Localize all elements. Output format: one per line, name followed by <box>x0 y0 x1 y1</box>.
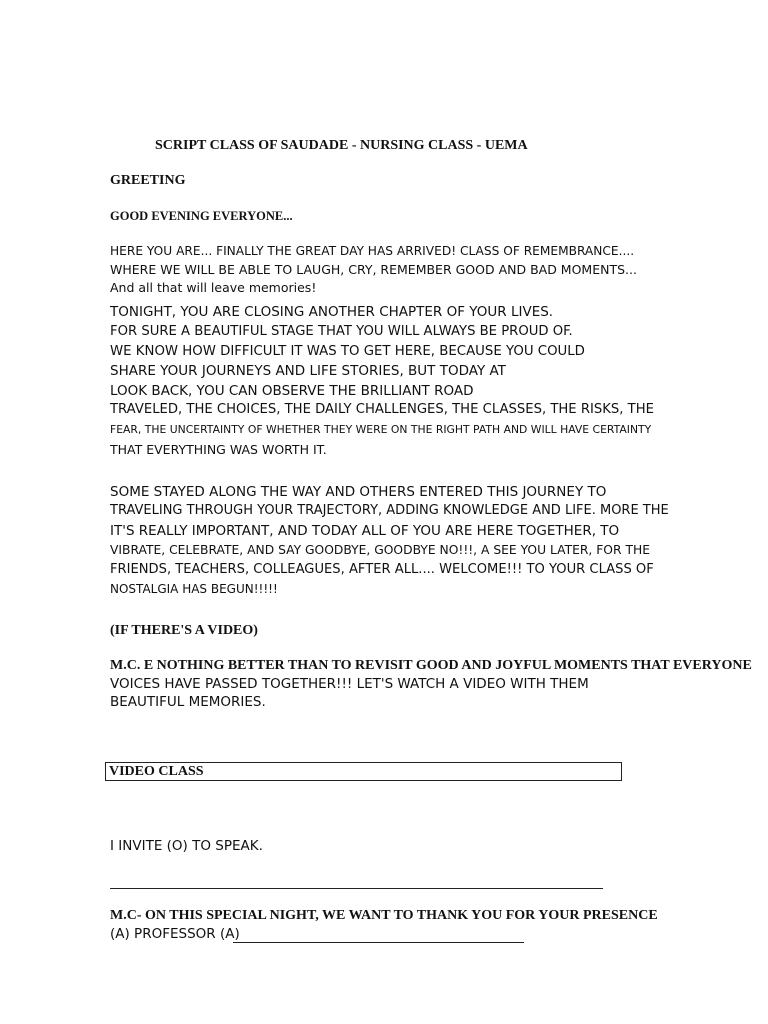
paragraph-2-line: FEAR, THE UNCERTAINTY OF WHETHER THEY WERE ON THE RIGHT PATH AND WILL HAVE CERTAINTY <box>110 423 652 436</box>
video-class-label: VIDEO CLASS <box>109 764 204 779</box>
professor-blank-line <box>233 942 524 943</box>
paragraph-3-line: TRAVELING THROUGH YOUR TRAJECTORY, ADDING KNOWLEDGE AND LIFE. MORE THE <box>110 503 669 518</box>
paragraph-3-line: VIBRATE, CELEBRATE, AND SAY GOODBYE, GOODBYE NO!!!, A SEE YOU LATER, FOR THE <box>110 543 650 557</box>
good-evening-line: GOOD EVENING EVERYONE... <box>110 209 293 223</box>
paragraph-2-line: SHARE YOUR JOURNEYS AND LIFE STORIES, BUT TODAY AT <box>110 363 506 379</box>
greeting-heading: GREETING <box>110 173 186 188</box>
paragraph-2-line: TRAVELED, THE CHOICES, THE DAILY CHALLENGES, THE CLASSES, THE RISKS, THE <box>110 402 654 417</box>
paragraph-2-line: WE KNOW HOW DIFFICULT IT WAS TO GET HERE, BECAUSE YOU COULD <box>110 344 585 359</box>
paragraph-2-line: TONIGHT, YOU ARE CLOSING ANOTHER CHAPTER OF YOUR LIVES. <box>110 304 554 320</box>
paragraph-1-line: HERE YOU ARE... FINALLY THE GREAT DAY HAS ARRIVED! CLASS OF REMEMBRANCE.... <box>110 244 635 258</box>
mc-video-line: VOICES HAVE PASSED TOGETHER!!! LET'S WATCH A VIDEO WITH THEM <box>110 676 589 692</box>
mc-video-intro: M.C. E NOTHING BETTER THAN TO REVISIT GOOD AND JOYFUL MOMENTS THAT EVERYONE <box>110 658 752 673</box>
paragraph-2-line: THAT EVERYTHING WAS WORTH IT. <box>110 442 327 457</box>
signature-line <box>110 888 603 889</box>
paragraph-1-line: WHERE WE WILL BE ABLE TO LAUGH, CRY, REMEMBER GOOD AND BAD MOMENTS... <box>110 262 637 277</box>
paragraph-1-line: And all that will leave memories! <box>110 280 317 295</box>
paragraph-3-line: NOSTALGIA HAS BEGUN!!!!! <box>110 582 278 596</box>
paragraph-2-line: FOR SURE A BEAUTIFUL STAGE THAT YOU WILL ALWAYS BE PROUD OF. <box>110 324 573 339</box>
mc-video-line: BEAUTIFUL MEMORIES. <box>110 694 266 710</box>
if-video-heading: (IF THERE'S A VIDEO) <box>110 623 258 638</box>
invite-line: I INVITE (O) TO SPEAK. <box>110 838 263 854</box>
video-class-box <box>105 762 622 781</box>
paragraph-3-line: FRIENDS, TEACHERS, COLLEAGUES, AFTER ALL.... WELCOME!!! TO YOUR CLASS OF <box>110 562 654 577</box>
professor-line: (A) PROFESSOR (A) <box>110 926 240 942</box>
paragraph-2-line: LOOK BACK, YOU CAN OBSERVE THE BRILLIANT ROAD <box>110 383 474 399</box>
paragraph-3-line: IT'S REALLY IMPORTANT, AND TODAY ALL OF YOU ARE HERE TOGETHER, TO <box>110 523 620 539</box>
mc-thanks-heading: M.C- ON THIS SPECIAL NIGHT, WE WANT TO THANK YOU FOR YOUR PRESENCE <box>110 908 658 923</box>
document-title: SCRIPT CLASS OF SAUDADE - NURSING CLASS - UEMA <box>155 138 528 153</box>
paragraph-3-line: SOME STAYED ALONG THE WAY AND OTHERS ENTERED THIS JOURNEY TO <box>110 484 607 500</box>
